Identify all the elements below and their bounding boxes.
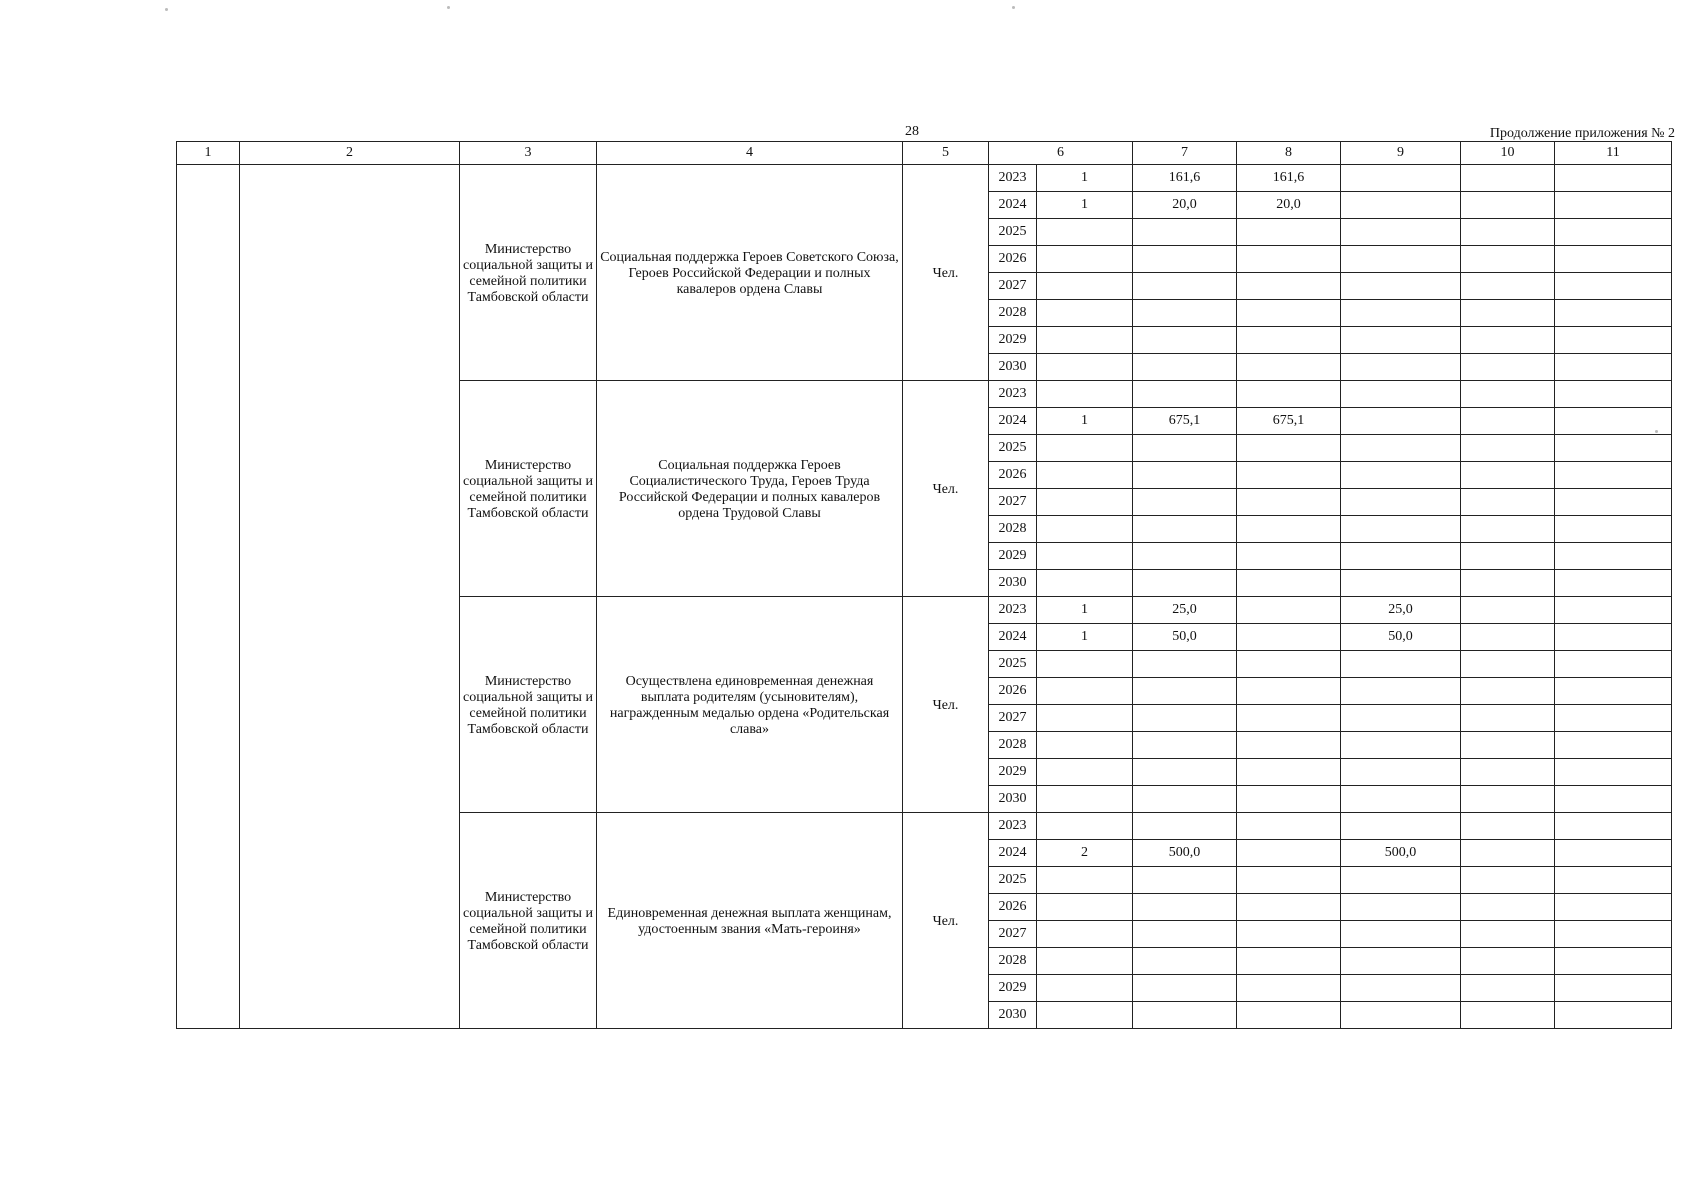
measure-description-cell: Социальная поддержка Героев Социалистического Труда, Героев Труда Российской Федерации и полных кавалеров ордена Трудовой Славы [597,381,903,597]
year-cell: 2024 [989,840,1037,867]
col6-value [1037,948,1133,975]
col9-value [1341,867,1461,894]
year-cell: 2030 [989,1002,1037,1029]
col7-value [1133,327,1237,354]
year-cell: 2024 [989,624,1037,651]
page-number: 28 [905,124,919,139]
col6-value [1037,489,1133,516]
col6-value [1037,759,1133,786]
col8-value [1237,1002,1341,1029]
col10-value [1461,408,1555,435]
col8-value [1237,354,1341,381]
year-cell: 2026 [989,678,1037,705]
year-cell: 2029 [989,543,1037,570]
year-cell: 2030 [989,354,1037,381]
col6-value [1037,894,1133,921]
year-cell: 2023 [989,813,1037,840]
col8-value [1237,732,1341,759]
col6-value [1037,786,1133,813]
year-cell: 2026 [989,462,1037,489]
col8-value [1237,570,1341,597]
year-cell: 2028 [989,948,1037,975]
col10-value [1461,813,1555,840]
col9-value [1341,921,1461,948]
col10-value [1461,786,1555,813]
col7-value [1133,759,1237,786]
organization-cell: Министерство социальной защиты и семейной политики Тамбовской области [460,381,597,597]
col10-value [1461,381,1555,408]
column-header-3: 3 [460,142,597,165]
col7-value [1133,543,1237,570]
col7-value [1133,462,1237,489]
col7-value [1133,354,1237,381]
col11-value [1555,327,1672,354]
col6-value [1037,867,1133,894]
col9-value [1341,570,1461,597]
col1-cell [177,165,240,1029]
col7-value [1133,273,1237,300]
col9-value [1341,300,1461,327]
col7-value [1133,732,1237,759]
unit-cell: Чел. [903,165,989,381]
col10-value [1461,489,1555,516]
col8-value [1237,516,1341,543]
col10-value [1461,894,1555,921]
col7-value [1133,1002,1237,1029]
col10-value [1461,867,1555,894]
col10-value [1461,840,1555,867]
col7-value [1133,786,1237,813]
col11-value [1555,786,1672,813]
col10-value [1461,543,1555,570]
year-cell: 2023 [989,597,1037,624]
col6-value: 1 [1037,624,1133,651]
col10-value [1461,300,1555,327]
col10-value [1461,732,1555,759]
col7-value [1133,894,1237,921]
col8-value: 675,1 [1237,408,1341,435]
column-header-9: 9 [1341,142,1461,165]
col8-value [1237,543,1341,570]
column-header-6: 6 [989,142,1133,165]
col9-value [1341,489,1461,516]
col8-value: 161,6 [1237,165,1341,192]
col8-value [1237,327,1341,354]
col6-value: 1 [1037,408,1133,435]
col7-value: 50,0 [1133,624,1237,651]
col8-value [1237,489,1341,516]
col10-value [1461,651,1555,678]
col9-value: 500,0 [1341,840,1461,867]
col8-value [1237,381,1341,408]
col10-value [1461,597,1555,624]
col8-value [1237,705,1341,732]
col10-value [1461,219,1555,246]
col11-value [1555,192,1672,219]
year-cell: 2023 [989,381,1037,408]
column-header-1: 1 [177,142,240,165]
col8-value [1237,921,1341,948]
col7-value [1133,246,1237,273]
col11-value [1555,462,1672,489]
col9-value [1341,516,1461,543]
col10-value [1461,327,1555,354]
col10-value [1461,354,1555,381]
col6-value: 1 [1037,192,1133,219]
col7-value [1133,435,1237,462]
col11-value [1555,894,1672,921]
col9-value [1341,165,1461,192]
col6-value: 2 [1037,840,1133,867]
col6-value [1037,327,1133,354]
year-cell: 2026 [989,246,1037,273]
column-header-11: 11 [1555,142,1672,165]
col11-value [1555,1002,1672,1029]
col9-value [1341,273,1461,300]
organization-cell: Министерство социальной защиты и семейной политики Тамбовской области [460,165,597,381]
col11-value [1555,570,1672,597]
col7-value [1133,948,1237,975]
col7-value [1133,381,1237,408]
col9-value [1341,381,1461,408]
col11-value [1555,975,1672,1002]
col9-value [1341,462,1461,489]
col9-value [1341,975,1461,1002]
col6-value [1037,813,1133,840]
scan-artifact [1655,430,1658,433]
organization-cell: Министерство социальной защиты и семейной политики Тамбовской области [460,597,597,813]
column-header-5: 5 [903,142,989,165]
col11-value [1555,948,1672,975]
col6-value [1037,219,1133,246]
year-cell: 2024 [989,192,1037,219]
col9-value [1341,948,1461,975]
col2-cell [240,165,460,1029]
col6-value: 1 [1037,165,1133,192]
col7-value [1133,651,1237,678]
col6-value [1037,462,1133,489]
year-cell: 2030 [989,570,1037,597]
col10-value [1461,192,1555,219]
col6-value [1037,381,1133,408]
col8-value [1237,462,1341,489]
unit-cell: Чел. [903,813,989,1029]
col10-value [1461,759,1555,786]
col7-value [1133,867,1237,894]
organization-cell: Министерство социальной защиты и семейной политики Тамбовской области [460,813,597,1029]
col9-value [1341,192,1461,219]
col11-value [1555,732,1672,759]
unit-cell: Чел. [903,597,989,813]
unit-cell: Чел. [903,381,989,597]
col11-value [1555,840,1672,867]
col6-value [1037,300,1133,327]
table-row [177,165,1672,192]
year-cell: 2025 [989,435,1037,462]
col11-value [1555,867,1672,894]
year-cell: 2027 [989,705,1037,732]
col10-value [1461,1002,1555,1029]
col6-value: 1 [1037,597,1133,624]
col9-value [1341,354,1461,381]
col9-value [1341,327,1461,354]
col9-value [1341,246,1461,273]
col7-value: 25,0 [1133,597,1237,624]
column-header-7: 7 [1133,142,1237,165]
col7-value [1133,489,1237,516]
column-header-4: 4 [597,142,903,165]
col8-value [1237,786,1341,813]
year-cell: 2023 [989,165,1037,192]
col8-value [1237,894,1341,921]
column-header-10: 10 [1461,142,1555,165]
col7-value [1133,219,1237,246]
col10-value [1461,165,1555,192]
scan-artifact [165,8,168,11]
scan-artifact [1012,6,1015,9]
col10-value [1461,948,1555,975]
col8-value [1237,651,1341,678]
col9-value: 50,0 [1341,624,1461,651]
column-header-row [177,142,1672,165]
col10-value [1461,435,1555,462]
col11-value [1555,705,1672,732]
col8-value [1237,246,1341,273]
col11-value [1555,759,1672,786]
col11-value [1555,273,1672,300]
col6-value [1037,543,1133,570]
col11-value [1555,246,1672,273]
col11-value [1555,435,1672,462]
col11-value [1555,813,1672,840]
col10-value [1461,273,1555,300]
col9-value [1341,408,1461,435]
col7-value: 500,0 [1133,840,1237,867]
col7-value: 20,0 [1133,192,1237,219]
continuation-label: Продолжение приложения № 2 [1489,126,1675,141]
col11-value [1555,300,1672,327]
col8-value [1237,975,1341,1002]
col9-value [1341,732,1461,759]
col7-value [1133,678,1237,705]
col8-value [1237,948,1341,975]
col7-value [1133,705,1237,732]
col10-value [1461,624,1555,651]
col9-value [1341,219,1461,246]
year-cell: 2027 [989,921,1037,948]
col6-value [1037,732,1133,759]
year-cell: 2028 [989,516,1037,543]
col7-value: 161,6 [1133,165,1237,192]
col11-value [1555,165,1672,192]
col11-value [1555,651,1672,678]
measure-description-cell: Социальная поддержка Героев Советского Союза, Героев Российской Федерации и полных кавалеров ордена Славы [597,165,903,381]
col10-value [1461,678,1555,705]
col11-value [1555,624,1672,651]
col11-value [1555,921,1672,948]
col6-value [1037,354,1133,381]
col6-value [1037,435,1133,462]
year-cell: 2026 [989,894,1037,921]
col10-value [1461,570,1555,597]
year-cell: 2025 [989,219,1037,246]
col11-value [1555,678,1672,705]
col6-value [1037,921,1133,948]
col9-value [1341,894,1461,921]
year-cell: 2027 [989,489,1037,516]
col6-value [1037,975,1133,1002]
col8-value [1237,813,1341,840]
col9-value [1341,759,1461,786]
col9-value [1341,678,1461,705]
col7-value [1133,570,1237,597]
col7-value [1133,300,1237,327]
col11-value [1555,543,1672,570]
year-cell: 2025 [989,651,1037,678]
col10-value [1461,705,1555,732]
col6-value [1037,678,1133,705]
year-cell: 2029 [989,759,1037,786]
col11-value [1555,381,1672,408]
col9-value [1341,813,1461,840]
col8-value [1237,840,1341,867]
col8-value [1237,597,1341,624]
col11-value [1555,408,1672,435]
col11-value [1555,597,1672,624]
col10-value [1461,975,1555,1002]
col9-value [1341,705,1461,732]
year-cell: 2028 [989,732,1037,759]
measure-description-cell: Единовременная денежная выплата женщинам, удостоенным звания «Мать-героиня» [597,813,903,1029]
col6-value [1037,1002,1133,1029]
col8-value [1237,624,1341,651]
col11-value [1555,354,1672,381]
scan-artifact [447,6,450,9]
col9-value [1341,786,1461,813]
column-header-2: 2 [240,142,460,165]
year-cell: 2030 [989,786,1037,813]
col8-value [1237,759,1341,786]
col11-value [1555,516,1672,543]
year-cell: 2024 [989,408,1037,435]
col7-value [1133,813,1237,840]
col6-value [1037,246,1133,273]
col6-value [1037,516,1133,543]
year-cell: 2027 [989,273,1037,300]
col8-value [1237,300,1341,327]
col9-value: 25,0 [1341,597,1461,624]
year-cell: 2025 [989,867,1037,894]
column-header-8: 8 [1237,142,1341,165]
col8-value [1237,678,1341,705]
col10-value [1461,516,1555,543]
appendix-table [176,141,1672,1029]
col10-value [1461,921,1555,948]
col7-value [1133,921,1237,948]
col8-value [1237,219,1341,246]
col8-value [1237,867,1341,894]
col7-value [1133,516,1237,543]
col9-value [1341,651,1461,678]
col7-value [1133,975,1237,1002]
col10-value [1461,246,1555,273]
col9-value [1341,435,1461,462]
col10-value [1461,462,1555,489]
col7-value: 675,1 [1133,408,1237,435]
year-cell: 2029 [989,975,1037,1002]
measure-description-cell: Осуществлена единовременная денежная выплата родителям (усыновителям), награжденным медалью ордена «Родительская слава» [597,597,903,813]
col11-value [1555,489,1672,516]
year-cell: 2029 [989,327,1037,354]
col6-value [1037,651,1133,678]
col8-value [1237,435,1341,462]
col9-value [1341,1002,1461,1029]
col11-value [1555,219,1672,246]
col8-value: 20,0 [1237,192,1341,219]
col6-value [1037,570,1133,597]
col6-value [1037,273,1133,300]
year-cell: 2028 [989,300,1037,327]
col9-value [1341,543,1461,570]
col8-value [1237,273,1341,300]
col6-value [1037,705,1133,732]
